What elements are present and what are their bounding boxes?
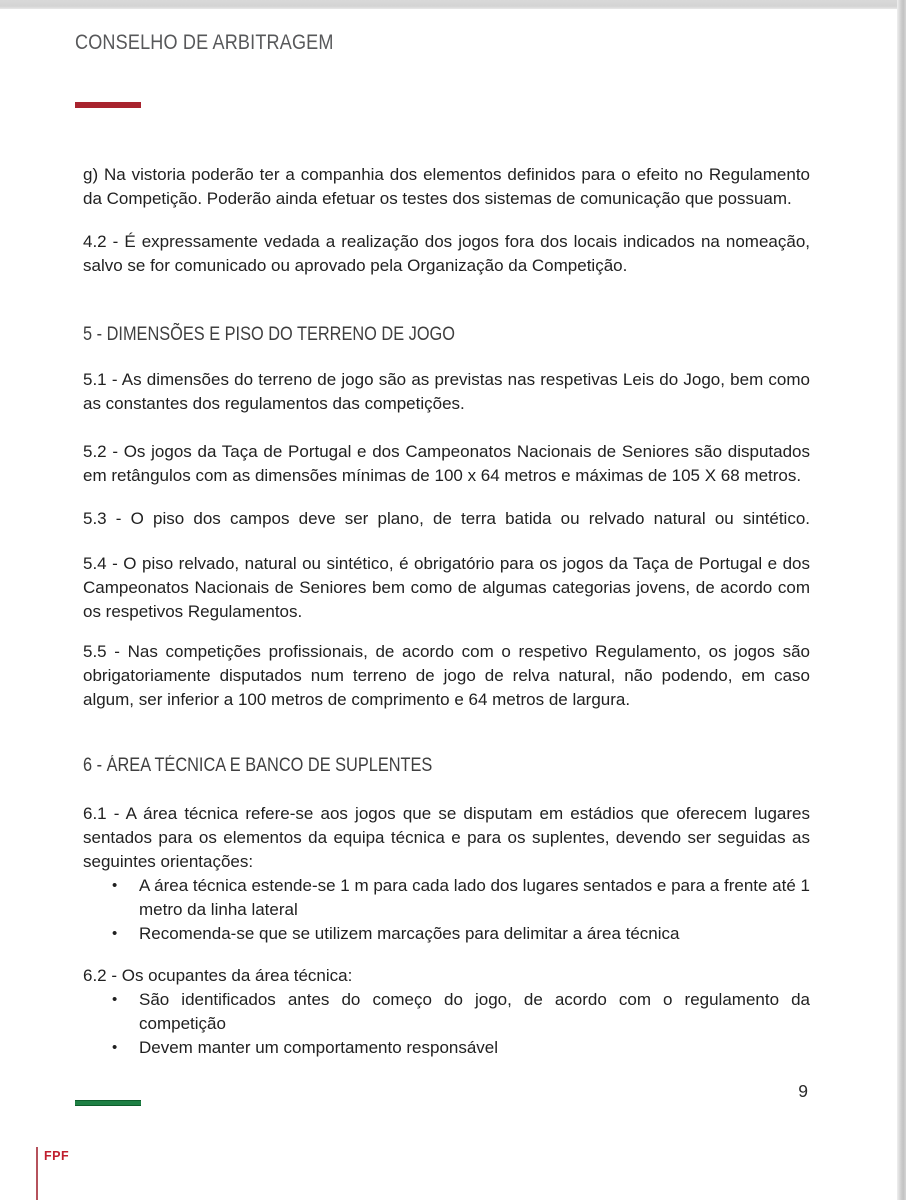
paragraph-6-2: 6.2 - Os ocupantes da área técnica: [83,966,353,985]
paragraph-5-3: 5.3 - O piso dos campos deve ser plano, de terra batida ou relvado natural ou sintético. [83,509,810,528]
list-item-text: Devem manter um comportamento responsável [139,1038,499,1057]
red-accent-rule [75,102,141,108]
paragraph-5-1: 5.1 - As dimensões do terreno de jogo são as previstas nas respetivas Leis do Jogo, bem como as constantes dos regulamentos das competições. [83,370,810,413]
section-heading-5 [83,322,810,348]
section-heading-6-text: 6 - ÁREA TÉCNICA E BANCO DE SUPLENTES [83,755,433,776]
list-item [83,988,810,1036]
list-item-text: A área técnica estende-se 1 m para cada lado dos lugares sentados e para a frente até 1 metro da linha lateral [139,876,810,919]
bullet-list-6-2 [83,988,810,1060]
paragraph-5-5: 5.5 - Nas competições profissionais, de acordo com o respetivo Regulamento, os jogos são obrigatoriamente disputados num terreno de jogo de relva natural, não podendo, em caso algum, ser inferior a 100 metros de comprimento e 64 metros de largura. [83,642,810,709]
section-heading-6 [83,753,810,779]
list-item [83,922,810,946]
paragraph-4-2: 4.2 - É expressamente vedada a realização dos jogos fora dos locais indicados na nomeação, salvo se for comunicado ou aprovado pela Organização da Competição. [83,232,810,275]
bullet-list-6-1 [83,874,810,946]
paragraph-6-1: 6.1 - A área técnica refere-se aos jogos que se disputam em estádios que oferecem lugares sentados para os elementos da equipa técnica e para os suplentes, devendo ser seguidas as seguintes orientações: [83,804,810,871]
section-heading-5-text: 5 - DIMENSÕES E PISO DO TERRENO DE JOGO [83,324,455,345]
paragraph-g: g) Na vistoria poderão ter a companhia dos elementos definidos para o efeito no Regulamento da Competição. Poderão ainda efetuar os testes dos sistemas de comunicação que possuam. [83,165,810,208]
bullet-icon: • [112,991,118,1008]
fpf-logo-text: FPF [44,1149,70,1163]
document-body [83,163,810,1060]
bullet-icon: • [112,925,118,942]
green-accent-rule [75,1100,141,1106]
bullet-icon: • [112,877,118,894]
document-header-title: CONSELHO DE ARBITRAGEM [75,30,334,54]
page-top-edge [0,0,906,9]
list-item [83,1036,810,1060]
list-item-text: Recomenda-se que se utilizem marcações para delimitar a área técnica [139,924,680,943]
fpf-logo [36,1147,69,1200]
paragraph-5-2: 5.2 - Os jogos da Taça de Portugal e dos Campeonatos Nacionais de Seniores são disputados em retângulos com as dimensões mínimas de 100 x 64 metros e máximas de 105 X 68 metros. [83,442,810,485]
bullet-icon: • [112,1039,118,1056]
paragraph-5-4: 5.4 - O piso relvado, natural ou sintético, é obrigatório para os jogos da Taça de Portugal e dos Campeonatos Nacionais de Seniores bem como de algumas categorias jovens, de acordo com os respetivos Regulamentos. [83,554,810,621]
list-item [83,874,810,922]
page-right-edge [897,0,906,1200]
list-item-text: São identificados antes do começo do jogo, de acordo com o regulamento da competição [139,990,810,1033]
page-number: 9 [798,1081,808,1101]
